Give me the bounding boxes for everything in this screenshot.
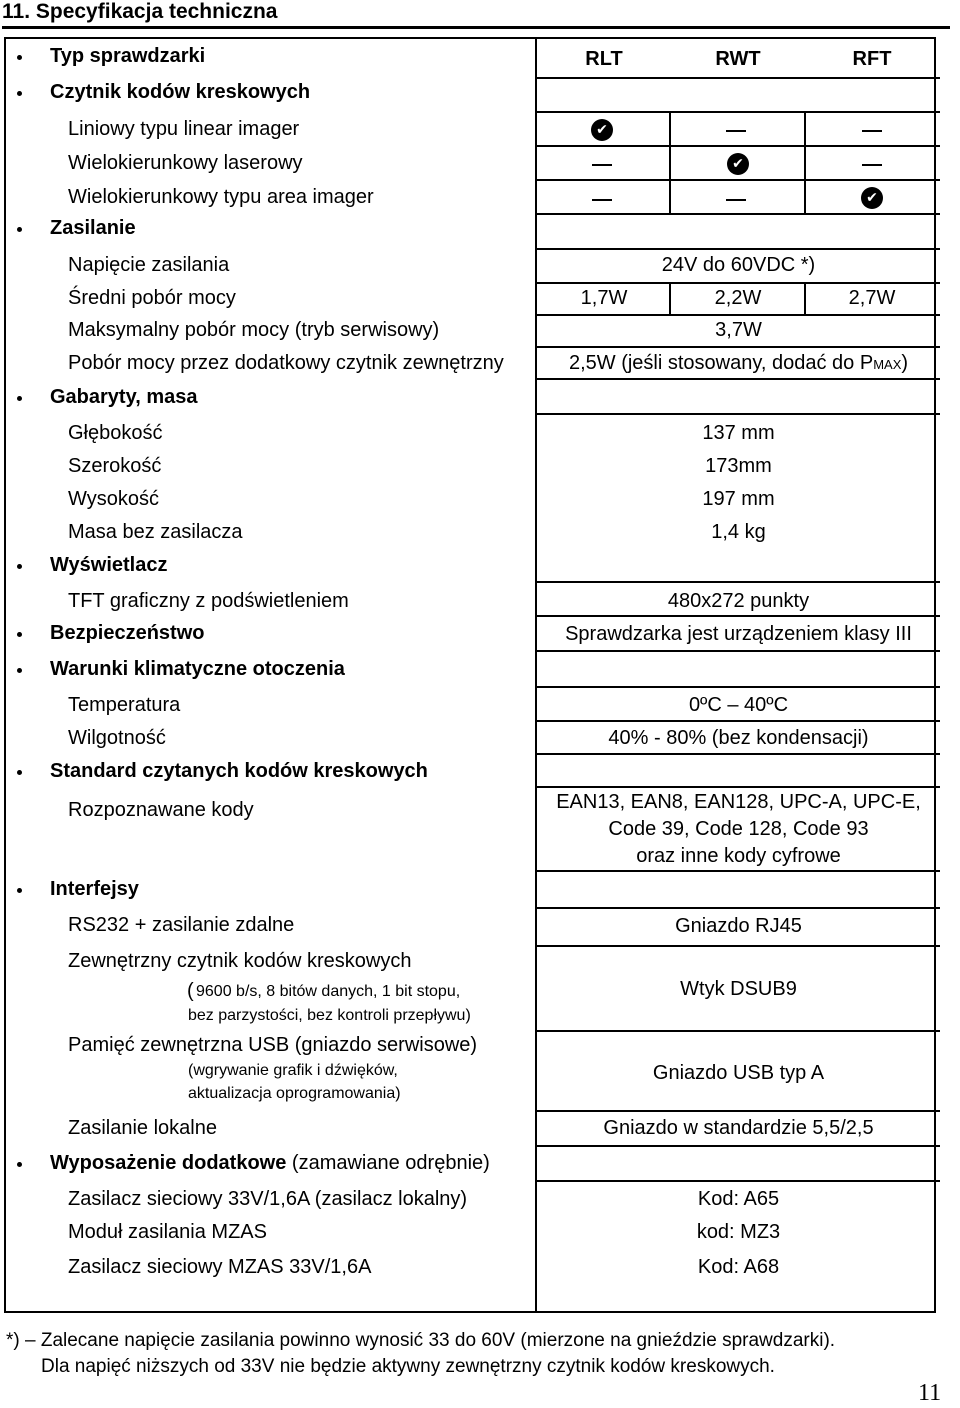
usb-note: aktualizacja oprogramowania) [188,1085,401,1102]
dash-icon [592,199,612,201]
avg-power-rlt: 1,7W [580,287,628,309]
scanner-title: Czytnik kodów kreskowych [50,81,311,103]
row-rule [535,650,940,652]
tft-label: TFT graficzny z podświetleniem [68,590,349,612]
bullet [17,770,22,775]
dash-icon [726,199,746,201]
footnote-line: Dla napięć niższych od 33V nie będzie aktywny zewnętrzny czytnik kodów kreskowych. [41,1356,775,1377]
check-icon: ✔ [727,153,749,175]
sub-column-divider [669,111,671,214]
row-rule [535,1110,940,1112]
sub-column-divider [804,111,806,214]
voltage-value: 24V do 60VDC *) [661,254,816,276]
bullet [17,91,22,96]
header-label: Typ sprawdzarki [50,45,206,67]
rs232-label: RS232 + zasilanie zdalne [68,914,295,936]
dash-icon [592,164,612,166]
max-power-label: Maksymalny pobór mocy (tryb serwisowy) [68,319,440,341]
interfaces-title: Interfejsy [50,878,139,900]
model-rwt: RWT [715,48,761,70]
row-rule [535,282,940,284]
avg-power-rft: 2,7W [848,287,896,309]
row-rule [535,686,940,688]
row-rule [535,378,940,380]
accessory-code: Kod: A65 [697,1188,780,1210]
usb-value: Gniazdo USB typ A [652,1062,825,1084]
tft-value: 480x272 punkty [667,590,810,612]
usb-note: (wgrywanie grafik i dźwięków, [188,1062,398,1079]
voltage-label: Napięcie zasilania [68,254,230,276]
bullet [17,396,22,401]
bullet [17,227,22,232]
safety-value: Sprawdzarka jest urządzeniem klasy III [565,623,912,645]
width-value: 173mm [705,455,772,477]
row-rule [535,945,940,947]
accessory-label: Zasilacz sieciowy MZAS 33V/1,6A [68,1256,372,1278]
row-rule [535,1145,940,1147]
display-title: Wyświetlacz [50,554,168,576]
row-rule [535,145,940,147]
scanner-linear-label: Liniowy typu linear imager [68,118,300,140]
footnote-line: *) – Zalecane napięcie zasilania powinno wynosić 33 do 60V (mierzone na gnieździe sprawdzarki). [6,1330,836,1351]
model-rft: RFT [852,48,892,70]
ext-scanner-note-open: ( [187,980,194,1002]
accessory-label: Moduł zasilania MZAS [68,1221,267,1243]
height-value: 197 mm [702,488,775,510]
dash-icon [862,164,882,166]
rs232-value: Gniazdo RJ45 [675,915,802,937]
codes-label: Rozpoznawane kody [68,799,254,821]
row-rule [535,346,940,348]
row-rule [535,581,940,583]
row-rule [535,786,940,788]
section-heading: 11. Specyfikacja techniczna [2,0,950,29]
row-rule [535,213,940,215]
row-rule [535,753,940,755]
row-rule [535,111,940,113]
check-icon: ✔ [861,187,883,209]
bullet [17,564,22,569]
dash-icon [726,130,746,132]
safety-title: Bezpieczeństwo [50,622,205,644]
avg-power-label: Średni pobór mocy [68,287,236,309]
ext-scanner-value: Wtyk DSUB9 [680,978,797,1000]
scanner-area-label: Wielokierunkowy typu area imager [68,186,374,208]
codes-value-line: oraz inne kody cyfrowe [636,845,841,867]
temperature-label: Temperatura [68,694,181,716]
dash-icon [862,130,882,132]
temperature-value: 0ºC – 40ºC [688,694,789,716]
codes-value-line: EAN13, EAN8, EAN128, UPC-A, UPC-E, [556,791,921,813]
depth-label: Głębokość [68,422,163,444]
bullet [17,668,22,673]
row-rule [535,413,940,415]
avg-power-rwt: 2,2W [714,287,762,309]
row-rule [535,77,940,79]
bullet [17,632,22,637]
usb-label: Pamięć zewnętrzna USB (gniazdo serwisowe) [68,1034,478,1056]
local-power-label: Zasilanie lokalne [68,1117,217,1139]
mass-value: 1,4 kg [711,521,766,543]
codes-title: Standard czytanych kodów kreskowych [50,760,428,782]
codes-value-line: Code 39, Code 128, Code 93 [608,818,869,840]
ext-scanner-label: Zewnętrzny czytnik kodów kreskowych [68,950,412,972]
width-label: Szerokość [68,455,162,477]
power-title: Zasilanie [50,217,136,239]
scanner-multi-laser-label: Wielokierunkowy laserowy [68,152,303,174]
mass-label: Masa bez zasilacza [68,521,243,543]
accessory-label: Zasilacz sieciowy 33V/1,6A (zasilacz lokalny) [68,1188,468,1210]
height-label: Wysokość [68,488,159,510]
page-number: 11 [918,1380,942,1406]
ext-scanner-note: 9600 b/s, 8 bitów danych, 1 bit stopu, [196,983,461,1000]
climate-title: Warunki klimatyczne otoczenia [50,658,345,680]
humidity-label: Wilgotność [68,727,166,749]
bullet [17,55,22,60]
dimensions-title: Gabaryty, masa [50,386,198,408]
model-rlt: RLT [585,48,623,70]
max-power-value: 3,7W [715,319,762,341]
row-rule [535,314,940,316]
row-rule [535,179,940,181]
check-icon: ✔ [591,119,613,141]
ext-power-value: 2,5W (jeśli stosowany, dodać do PMAX) [568,352,909,374]
row-rule [535,1030,940,1032]
row-rule [535,870,940,872]
row-rule [535,615,940,617]
bullet [17,888,22,893]
row-rule [535,248,940,250]
row-rule [535,1180,940,1182]
humidity-value: 40% - 80% (bez kondensacji) [608,727,869,749]
bullet [17,1162,22,1167]
accessories-title: Wyposażenie dodatkowe (zamawiane odrębnie) [50,1152,490,1174]
ext-scanner-note: bez parzystości, bez kontroli przepływu) [188,1007,471,1024]
ext-power-label: Pobór mocy przez dodatkowy czytnik zewnętrzny [68,352,504,374]
accessory-code: Kod: A68 [697,1256,780,1278]
row-rule [535,720,940,722]
accessory-code: kod: MZ3 [696,1221,781,1243]
depth-value: 137 mm [702,422,775,444]
row-rule [535,907,940,909]
local-power-value: Gniazdo w standardzie 5,5/2,5 [603,1117,874,1139]
